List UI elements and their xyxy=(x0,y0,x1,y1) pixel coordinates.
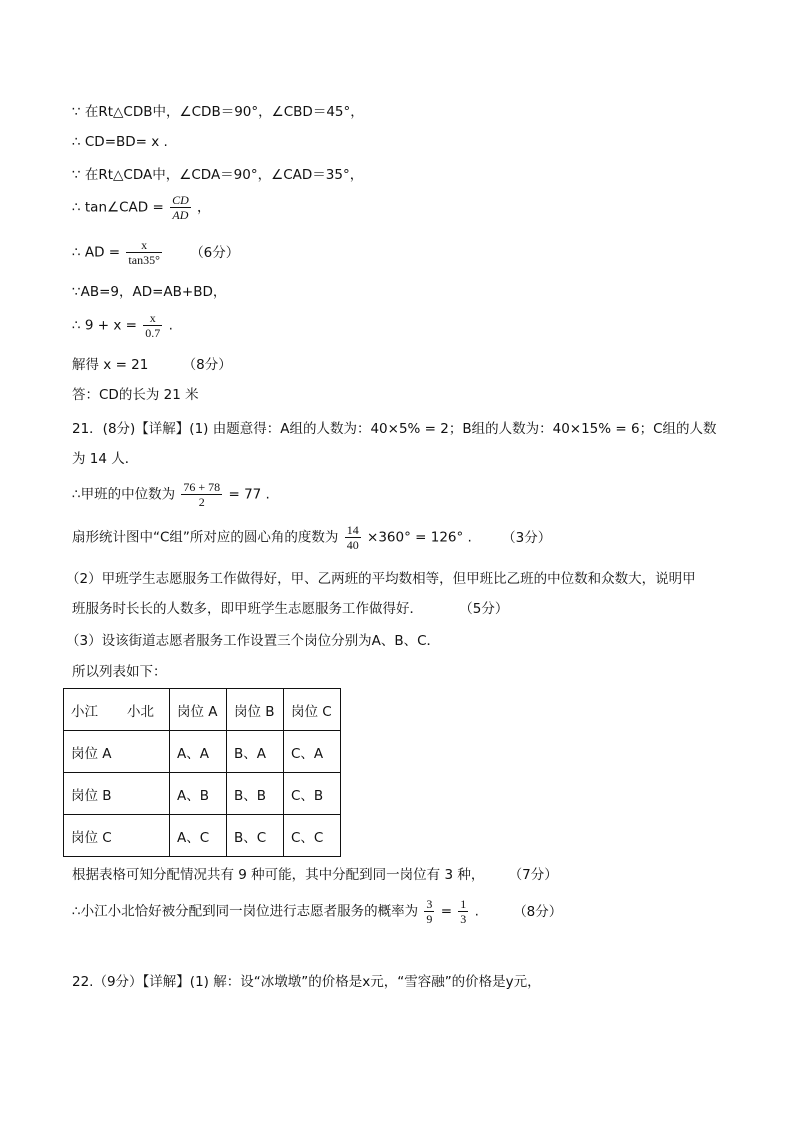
fraction-x-0-7 xyxy=(143,311,162,340)
table-cell: A、B xyxy=(170,773,227,815)
prob-equals: = xyxy=(440,903,452,920)
header-xiaobei: 小北 xyxy=(127,703,154,720)
table-header-cell: 岗位 B xyxy=(227,689,284,731)
line-median xyxy=(72,480,270,509)
line-ab-ad: ∵AB=9，AD=AB+BD， xyxy=(72,284,227,300)
table-cell: C、B xyxy=(284,773,341,815)
table-row-label: 岗位 B xyxy=(64,773,170,815)
part2-line-1: （2）甲班学生志愿服务工作做得好，甲、乙两班的平均数相等，但甲班比乙班的中位数和众数大，说明甲 xyxy=(66,571,696,587)
equation-suffix: . xyxy=(168,317,173,334)
fraction-numerator: 1 xyxy=(460,897,467,911)
table-cell: A、A xyxy=(170,731,227,773)
line-given-cdb: ∵ 在Rt△CDB中，∠CDB＝90°，∠CBD＝45°， xyxy=(72,104,364,120)
fraction-median xyxy=(181,480,222,509)
line-angle xyxy=(72,523,551,552)
table-header-cell: 岗位 C xyxy=(284,689,341,731)
line-given-cda: ∵ 在Rt△CDA中，∠CDA＝90°，∠CAD＝35°， xyxy=(72,167,364,183)
angle-prefix: 扇形统计图中“C组”所对应的圆心角的度数为 xyxy=(72,529,339,546)
tan-prefix: ∴ tan∠CAD = xyxy=(72,199,164,216)
score-6: （6分） xyxy=(190,244,240,261)
fraction-numerator: 14 xyxy=(346,523,359,537)
table-corner-cell xyxy=(64,689,170,731)
median-prefix: ∴甲班的中位数为 xyxy=(72,486,176,503)
q21-line-1: 21．(8分)【详解】(1) 由题意得：A组的人数为：40×5% = 2；B组的人数为：40×15% = 6；C组的人数 xyxy=(72,421,717,437)
q21-line-2: 为 14 人． xyxy=(72,451,139,467)
table-cell: A、C xyxy=(170,815,227,857)
table-cell: B、B xyxy=(227,773,284,815)
line-after-table xyxy=(72,866,558,884)
fraction-denominator: 2 xyxy=(198,495,205,509)
line-ad-formula xyxy=(72,238,239,267)
fraction-3-9 xyxy=(424,897,434,926)
line-probability xyxy=(72,897,562,926)
median-suffix: = 77 . xyxy=(228,486,270,503)
equation-prefix: ∴ 9 + x = xyxy=(72,317,137,334)
line-tan-cad xyxy=(72,193,211,222)
score-7: （7分） xyxy=(508,867,558,883)
fraction-denominator: 3 xyxy=(460,912,467,926)
fraction-denominator: AD xyxy=(172,208,189,222)
fraction-numerator: 76 + 78 xyxy=(183,480,221,494)
fraction-numerator: CD xyxy=(172,193,189,207)
score-5: （5分） xyxy=(459,601,509,617)
table-row xyxy=(64,731,341,773)
table-row xyxy=(64,773,341,815)
header-xiaojiang: 小江 xyxy=(71,703,98,720)
line-answer: 答：CD的长为 21 米 xyxy=(72,387,199,403)
fraction-numerator: 3 xyxy=(426,897,433,911)
ad-prefix: ∴ AD = xyxy=(72,244,121,261)
tan-suffix: ， xyxy=(197,199,211,216)
part2-line-2 xyxy=(72,600,508,618)
line-cd-equals-bd: ∴ CD=BD= x . xyxy=(72,134,168,150)
line-solution xyxy=(72,356,232,374)
table-row-label: 岗位 A xyxy=(64,731,170,773)
table-header-row xyxy=(64,689,341,731)
fraction-denominator: tan35° xyxy=(128,253,160,267)
solution-text: 解得 x = 21 xyxy=(72,357,149,373)
fraction-cd-ad xyxy=(170,193,191,222)
table-row-label: 岗位 C xyxy=(64,815,170,857)
after-table-text: 根据表格可知分配情况共有 9 种可能，其中分配到同一岗位有 3 种， xyxy=(72,867,485,883)
table-cell: C、C xyxy=(284,815,341,857)
part2-text: 班服务时长长的人数多，即甲班学生志愿服务工作做得好． xyxy=(72,601,423,617)
score-3: （3分） xyxy=(502,529,552,546)
fraction-x-tan35 xyxy=(126,238,161,267)
score-8-prob: （8分） xyxy=(513,903,563,920)
prob-prefix: ∴小江小北恰好被分配到同一岗位进行志愿者服务的概率为 xyxy=(72,903,419,920)
table-header-cell: 岗位 A xyxy=(170,689,227,731)
fraction-14-40 xyxy=(345,523,361,552)
fraction-denominator: 0.7 xyxy=(145,326,161,340)
fraction-numerator: x xyxy=(143,311,162,326)
table-row xyxy=(64,815,341,857)
table-cell: B、C xyxy=(227,815,284,857)
score-8: （8分） xyxy=(182,357,232,373)
fraction-1-3 xyxy=(458,897,468,926)
part3-line: （3）设该街道志愿者服务工作设置三个岗位分别为A、B、C． xyxy=(66,633,441,649)
prob-suffix: . xyxy=(474,903,479,920)
angle-suffix: ×360° = 126° . xyxy=(367,529,472,546)
fraction-denominator: 9 xyxy=(426,912,433,926)
assignment-table xyxy=(63,688,341,857)
table-intro: 所以列表如下： xyxy=(72,664,167,680)
fraction-numerator: x xyxy=(126,238,161,253)
table-cell: B、A xyxy=(227,731,284,773)
table-cell: C、A xyxy=(284,731,341,773)
fraction-denominator: 40 xyxy=(346,538,359,552)
q22-line: 22.（9分）【详解】(1) 解：设“冰墩墩”的价格是x元，“雪容融”的价格是y元， xyxy=(72,974,541,990)
line-equation xyxy=(72,311,173,340)
